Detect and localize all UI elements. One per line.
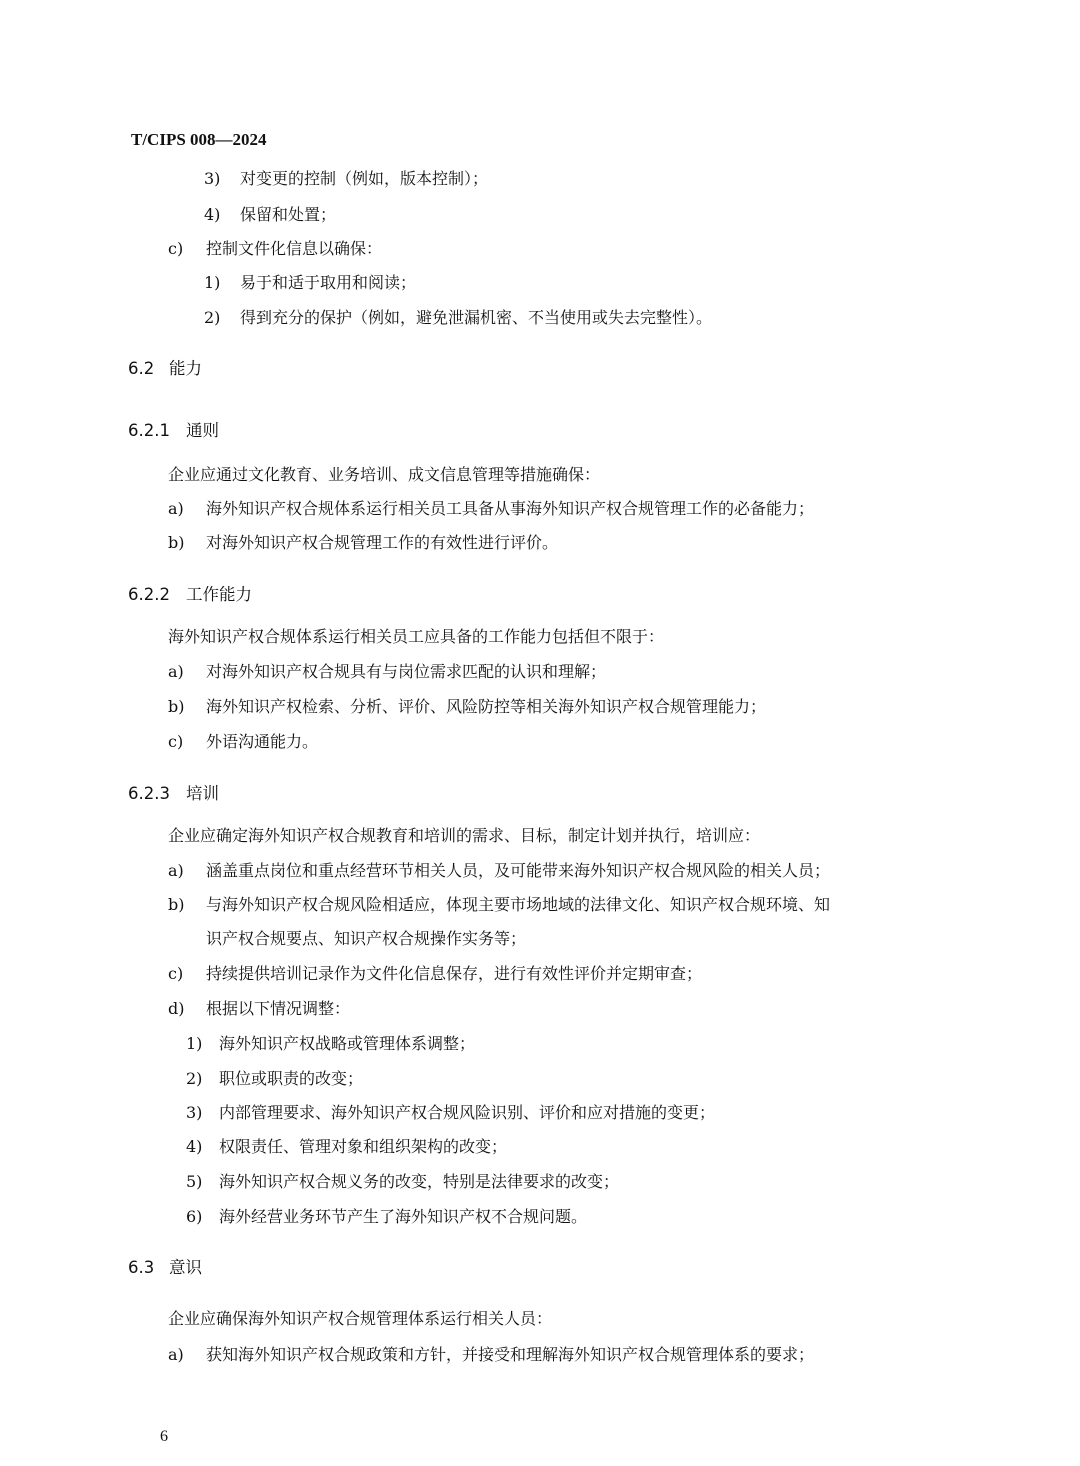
- list-text: 根据以下情况调整：: [206, 999, 351, 1018]
- list-marker: 4): [186, 1137, 203, 1156]
- list-marker: b): [168, 697, 185, 716]
- list-text: 海外知识产权合规体系运行相关员工具备从事海外知识产权合规管理工作的必备能力；: [206, 499, 815, 518]
- list-text: 涵盖重点岗位和重点经营环节相关人员，及可能带来海外知识产权合规风险的相关人员；: [206, 861, 831, 880]
- section-title: 能力: [169, 359, 202, 378]
- list-marker: a): [168, 662, 184, 681]
- section-title: 工作能力: [186, 585, 252, 604]
- list-text: 海外知识产权检索、分析、评价、风险防控等相关海外知识产权合规管理能力；: [206, 697, 767, 716]
- list-text: 海外知识产权合规义务的改变，特别是法律要求的改变；: [219, 1172, 620, 1191]
- list-marker: 3): [186, 1103, 203, 1122]
- list-marker: 1): [186, 1034, 203, 1053]
- paragraph-text: 企业应确定海外知识产权合规教育和培训的需求、目标，制定计划并执行，培训应：: [168, 826, 761, 845]
- list-text: 获知海外知识产权合规政策和方针，并接受和理解海外知识产权合规管理体系的要求；: [206, 1345, 815, 1364]
- list-marker: 2): [204, 308, 221, 327]
- list-text: 外语沟通能力。: [206, 732, 319, 751]
- list-marker: a): [168, 499, 184, 518]
- document-code: T/CIPS 008—2024: [131, 130, 267, 149]
- list-marker: a): [168, 861, 184, 880]
- list-text: 海外经营业务环节产生了海外知识产权不合规问题。: [219, 1207, 588, 1226]
- list-text: 对海外知识产权合规管理工作的有效性进行评价。: [206, 533, 559, 552]
- list-text: 对海外知识产权合规具有与岗位需求匹配的认识和理解；: [206, 662, 607, 681]
- list-marker: 6): [186, 1207, 203, 1226]
- list-marker: 1): [204, 273, 221, 292]
- list-marker: 3): [204, 169, 221, 188]
- list-marker: 5): [186, 1172, 203, 1191]
- list-text: 权限责任、管理对象和组织架构的改变；: [219, 1137, 508, 1156]
- list-marker: b): [168, 895, 185, 914]
- section-number: 6.3: [128, 1258, 155, 1277]
- list-marker: a): [168, 1345, 184, 1364]
- list-marker: c): [168, 732, 184, 751]
- section-number: 6.2.1: [128, 421, 170, 440]
- list-text: 与海外知识产权合规风险相适应，体现主要市场地域的法律文化、知识产权合规环境、知: [206, 895, 831, 914]
- list-text: 控制文件化信息以确保：: [206, 239, 383, 258]
- paragraph-text: 海外知识产权合规体系运行相关员工应具备的工作能力包括但不限于：: [168, 627, 665, 646]
- list-marker: d): [168, 999, 185, 1018]
- page-number: 6: [160, 1428, 168, 1445]
- list-marker: 4): [204, 205, 221, 224]
- list-text: 保留和处置；: [240, 205, 337, 224]
- list-text: 易于和适于取用和阅读；: [240, 273, 417, 292]
- paragraph-text: 企业应确保海外知识产权合规管理体系运行相关人员：: [168, 1309, 553, 1328]
- list-marker: c): [168, 964, 184, 983]
- paragraph-text: 企业应通过文化教育、业务培训、成文信息管理等措施确保：: [168, 465, 601, 484]
- list-text: 持续提供培训记录作为文件化信息保存，进行有效性评价并定期审查；: [206, 964, 703, 983]
- list-text: 内部管理要求、海外知识产权合规风险识别、评价和应对措施的变更；: [219, 1103, 716, 1122]
- section-number: 6.2.2: [128, 585, 170, 604]
- list-marker: b): [168, 533, 185, 552]
- section-number: 6.2.3: [128, 784, 170, 803]
- list-marker: 2): [186, 1069, 203, 1088]
- section-number: 6.2: [128, 359, 155, 378]
- list-marker: c): [168, 239, 184, 258]
- section-title: 通则: [186, 421, 219, 440]
- list-text: 得到充分的保护（例如，避免泄漏机密、不当使用或失去完整性）。: [240, 308, 713, 327]
- section-title: 意识: [169, 1258, 202, 1277]
- list-text: 职位或职责的改变；: [219, 1069, 364, 1088]
- list-text: 海外知识产权战略或管理体系调整；: [219, 1034, 476, 1053]
- list-text: 识产权合规要点、知识产权合规操作实务等；: [206, 929, 527, 948]
- list-text: 对变更的控制（例如，版本控制）；: [240, 169, 489, 188]
- section-title: 培训: [186, 784, 219, 803]
